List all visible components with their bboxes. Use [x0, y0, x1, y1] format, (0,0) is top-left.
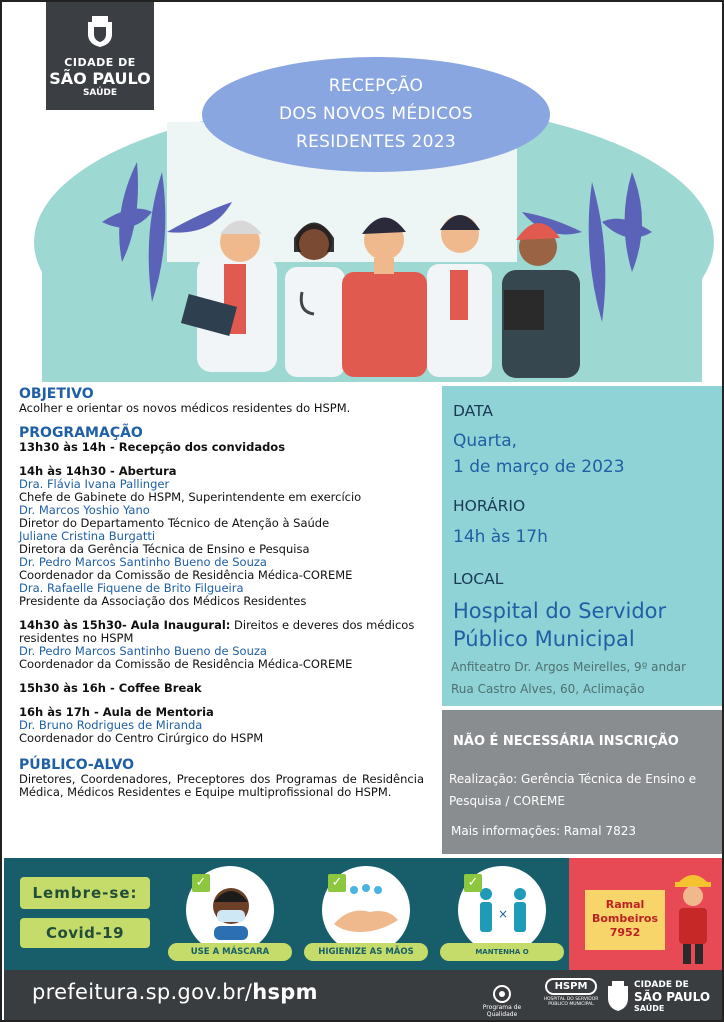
distance-label: MANTENHA O	[440, 943, 564, 961]
speaker-role: Coordenador da Comissão de Residência Médica-COREME	[19, 568, 353, 582]
title-line-2: DOS NOVOS MÉDICOS	[278, 104, 474, 124]
distance-card	[436, 858, 568, 970]
url-path: hspm	[252, 980, 318, 1004]
footer-sp: SÃO PAULO	[634, 990, 711, 1004]
lembre-pill: Lembre-se:	[20, 877, 150, 909]
local-line-1: Hospital do Servidor	[453, 599, 667, 623]
recepcao-item: 13h30 às 14h - Recepção dos convidados	[19, 440, 286, 454]
speaker-name: Dra. Flávia Ivana Pallinger	[19, 477, 170, 491]
aula-speaker-name: Dr. Pedro Marcos Santinho Bueno de Souza	[19, 644, 267, 658]
more-info: Mais informações: Ramal 7823	[451, 824, 636, 838]
quality-program-logo	[474, 984, 530, 1018]
data-date: 1 de março de 2023	[453, 457, 625, 477]
quality-text: Programa de Qualidade	[482, 1004, 522, 1018]
check-icon: ✓	[464, 874, 482, 892]
url-domain: prefeitura.sp.gov.br/	[32, 980, 253, 1004]
aula-title: 14h30 às 15h30- Aula Inaugural:	[19, 618, 231, 632]
ramal-line-1: Ramal	[605, 898, 645, 911]
ramal-line-2: Bombeiros	[591, 912, 659, 925]
hspm-subtitle: HOSPITAL DO SERVIDOR PÚBLICO MUNICIPAL	[543, 997, 599, 1007]
covid-reminder	[4, 858, 164, 970]
aula-speaker-role: Coordenador da Comissão de Residência Médica-COREME	[19, 657, 353, 671]
speaker-role: Diretora da Gerência Técnica de Ensino e Pesquisa	[19, 542, 310, 556]
mentoria-title: 16h às 17h - Aula de Mentoria	[19, 705, 214, 719]
hands-card	[300, 858, 432, 970]
speaker-name: Juliane Cristina Burgatti	[19, 529, 156, 543]
local-detail-2: Rua Castro Alves, 60, Aclimação	[451, 682, 645, 696]
title-line-1: RECEPÇÃO	[328, 76, 424, 96]
local-label: LOCAL	[453, 570, 504, 588]
check-icon: ✓	[328, 874, 346, 892]
speaker-name: Dra. Rafaelle Fiquene de Brito Filgueira	[19, 581, 244, 595]
footer	[4, 970, 724, 1022]
aula-subject: Direitos e deveres dos médicos	[230, 618, 415, 632]
data-label: DATA	[453, 402, 493, 420]
objetivo-heading: OBJETIVO	[19, 386, 94, 402]
svg-text:×: ×	[497, 907, 509, 921]
footer-city-logo	[634, 980, 710, 1013]
check-icon: ✓	[192, 874, 210, 892]
quality-icon	[492, 984, 512, 1004]
logo-dept: SAÚDE	[82, 88, 118, 98]
wash-hands-icon	[330, 884, 402, 940]
hspm-logo	[538, 978, 604, 1007]
speaker-name: Dr. Pedro Marcos Santinho Bueno de Souza	[19, 555, 267, 569]
objetivo-text: Acolher e orientar os novos médicos residentes do HSPM.	[19, 401, 351, 415]
footer-city: CIDADE DE	[634, 980, 689, 990]
speaker-role: Chefe de Gabinete do HSPM, Superintendente em exercício	[19, 490, 362, 504]
city-crest-icon	[84, 14, 116, 48]
hspm-badge: HSPM	[545, 978, 598, 995]
local-line-2: Público Municipal	[453, 627, 635, 651]
publico-text: Diretores, Coordenadores, Preceptores dos Programas de Residência Médica, Médicos Residentes e Equipe multiprofissional do HSPM.	[19, 772, 424, 799]
footer-url[interactable]	[32, 980, 318, 1004]
mask-card	[164, 858, 296, 970]
realizacao-line-2: Pesquisa / COREME	[449, 794, 565, 808]
local-detail-1: Anfiteatro Dr. Argos Meirelles, 9º andar	[451, 660, 687, 674]
city-logo	[46, 2, 154, 110]
mask-label: USE A MÁSCARA	[168, 943, 292, 961]
aula-line-2: residentes no HSPM	[19, 631, 134, 645]
footer-crest-icon	[606, 980, 630, 1012]
event-title	[202, 72, 550, 156]
logo-name: SÃO PAULO	[49, 69, 151, 88]
ramal-line-3: 7952	[609, 926, 641, 939]
inscricao-heading: NÃO É NECESSÁRIA INSCRIÇÃO	[453, 734, 679, 749]
event-info-panel	[442, 386, 722, 706]
social-distance-icon	[476, 886, 530, 936]
speaker-role: Diretor do Departamento Técnico de Atenção à Saúde	[19, 516, 330, 530]
covid-pill: Covid-19	[20, 918, 150, 948]
registration-panel	[442, 710, 722, 854]
hands-label: HIGIENIZE AS MÃOS	[304, 943, 428, 961]
coffee-break: 15h30 às 16h - Coffee Break	[19, 681, 202, 695]
data-weekday: Quarta,	[453, 431, 518, 451]
logo-city: CIDADE DE	[64, 56, 136, 69]
mentoria-speaker-role: Coordenador do Centro Cirúrgico do HSPM	[19, 731, 264, 745]
programacao-heading: PROGRAMAÇÃO	[19, 425, 143, 441]
footer-saude: SAÚDE	[634, 1004, 665, 1013]
horario-value: 14h às 17h	[453, 527, 548, 547]
abertura-title: 14h às 14h30 - Abertura	[19, 464, 177, 478]
abertura-list	[19, 478, 424, 608]
firefighter-icon	[671, 866, 715, 966]
covid-strip	[4, 858, 724, 970]
mask-face-icon	[206, 880, 256, 940]
mentoria-speaker-name: Dr. Bruno Rodrigues de Miranda	[19, 718, 203, 732]
publico-heading: PÚBLICO-ALVO	[19, 757, 134, 773]
firefighters-extension	[585, 890, 665, 950]
speaker-name: Dr. Marcos Yoshio Yano	[19, 503, 150, 517]
speaker-role: Presidente da Associação dos Médicos Residentes	[19, 594, 307, 608]
horario-label: HORÁRIO	[453, 497, 526, 515]
firefighters-box	[569, 858, 724, 970]
realizacao-line-1: Realização: Gerência Técnica de Ensino e	[449, 772, 697, 786]
left-column	[19, 386, 424, 799]
title-line-3: RESIDENTES 2023	[296, 132, 456, 152]
